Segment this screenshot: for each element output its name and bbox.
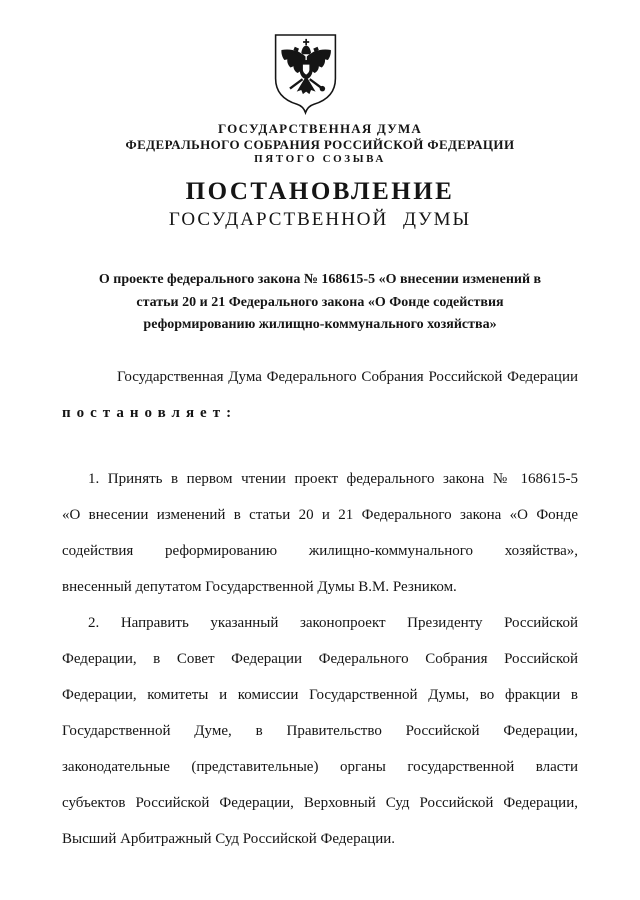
paragraph-2-line: субъектов Российской Федерации, Верховный Суд Российской Федерации, bbox=[62, 795, 578, 811]
document-body bbox=[62, 359, 578, 857]
paragraph-2-line: Федерации, в Совет Федерации Федерального Собрания Российской bbox=[62, 651, 578, 667]
title-line: статьи 20 и 21 Федерального закона «О Фонде содействия bbox=[136, 294, 504, 310]
paragraph-1-line: содействия реформированию жилищно-коммунального хозяйства», bbox=[62, 543, 578, 559]
paragraph-2-line: Высший Арбитражный Суд Российской Федерации. bbox=[62, 831, 396, 847]
organization-name-line1: ГОСУДАРСТВЕННАЯ ДУМА bbox=[217, 121, 423, 136]
organization-name-line2: ФЕДЕРАЛЬНОГО СОБРАНИЯ РОССИЙСКОЙ ФЕДЕРАЦИИ bbox=[125, 137, 515, 152]
russia-coat-of-arms bbox=[273, 33, 338, 117]
document-title bbox=[62, 269, 578, 337]
paragraph-2-line: Федерации, комитеты и комиссии Государственной Думы, во фракции в bbox=[62, 687, 578, 703]
decree-word: постановляет: bbox=[62, 405, 238, 421]
paragraph-1-line: внесенный депутатом Государственной Думы В.М. Резником. bbox=[62, 579, 457, 595]
russia-coat-of-arms-icon bbox=[273, 33, 338, 117]
paragraph-1 bbox=[62, 461, 578, 605]
convocation-line: ПЯТОГО СОЗЫВА bbox=[254, 153, 386, 165]
paragraph-1-line: «О внесении изменений в статьи 20 и 21 Федерального закона «О Фонде bbox=[62, 507, 578, 523]
paragraph-1-line: 1. Принять в первом чтении проект федерального закона № 168615-5 bbox=[88, 471, 578, 487]
title-line: реформированию жилищно-коммунального хозяйства» bbox=[143, 317, 497, 332]
paragraph-2-line: 2. Направить указанный законопроект Президенту Российской bbox=[88, 615, 578, 631]
spacer bbox=[62, 431, 578, 461]
paragraph-2-line: законодательные (представительные) органы государственной власти bbox=[62, 759, 578, 775]
opening-line: Государственная Дума Федерального Собрания Российской Федерации bbox=[117, 369, 578, 385]
title-line: О проекте федерального закона № 168615-5 «О внесении изменений в bbox=[98, 272, 542, 287]
document-issuer-heading: ГОСУДАРСТВЕННОЙ ДУМЫ bbox=[168, 209, 472, 230]
paragraph-2 bbox=[62, 605, 578, 857]
document-type-heading: ПОСТАНОВЛЕНИЕ bbox=[185, 178, 455, 205]
paragraph-2-line: Государственной Думе, в Правительство Российской Федерации, bbox=[62, 723, 578, 739]
